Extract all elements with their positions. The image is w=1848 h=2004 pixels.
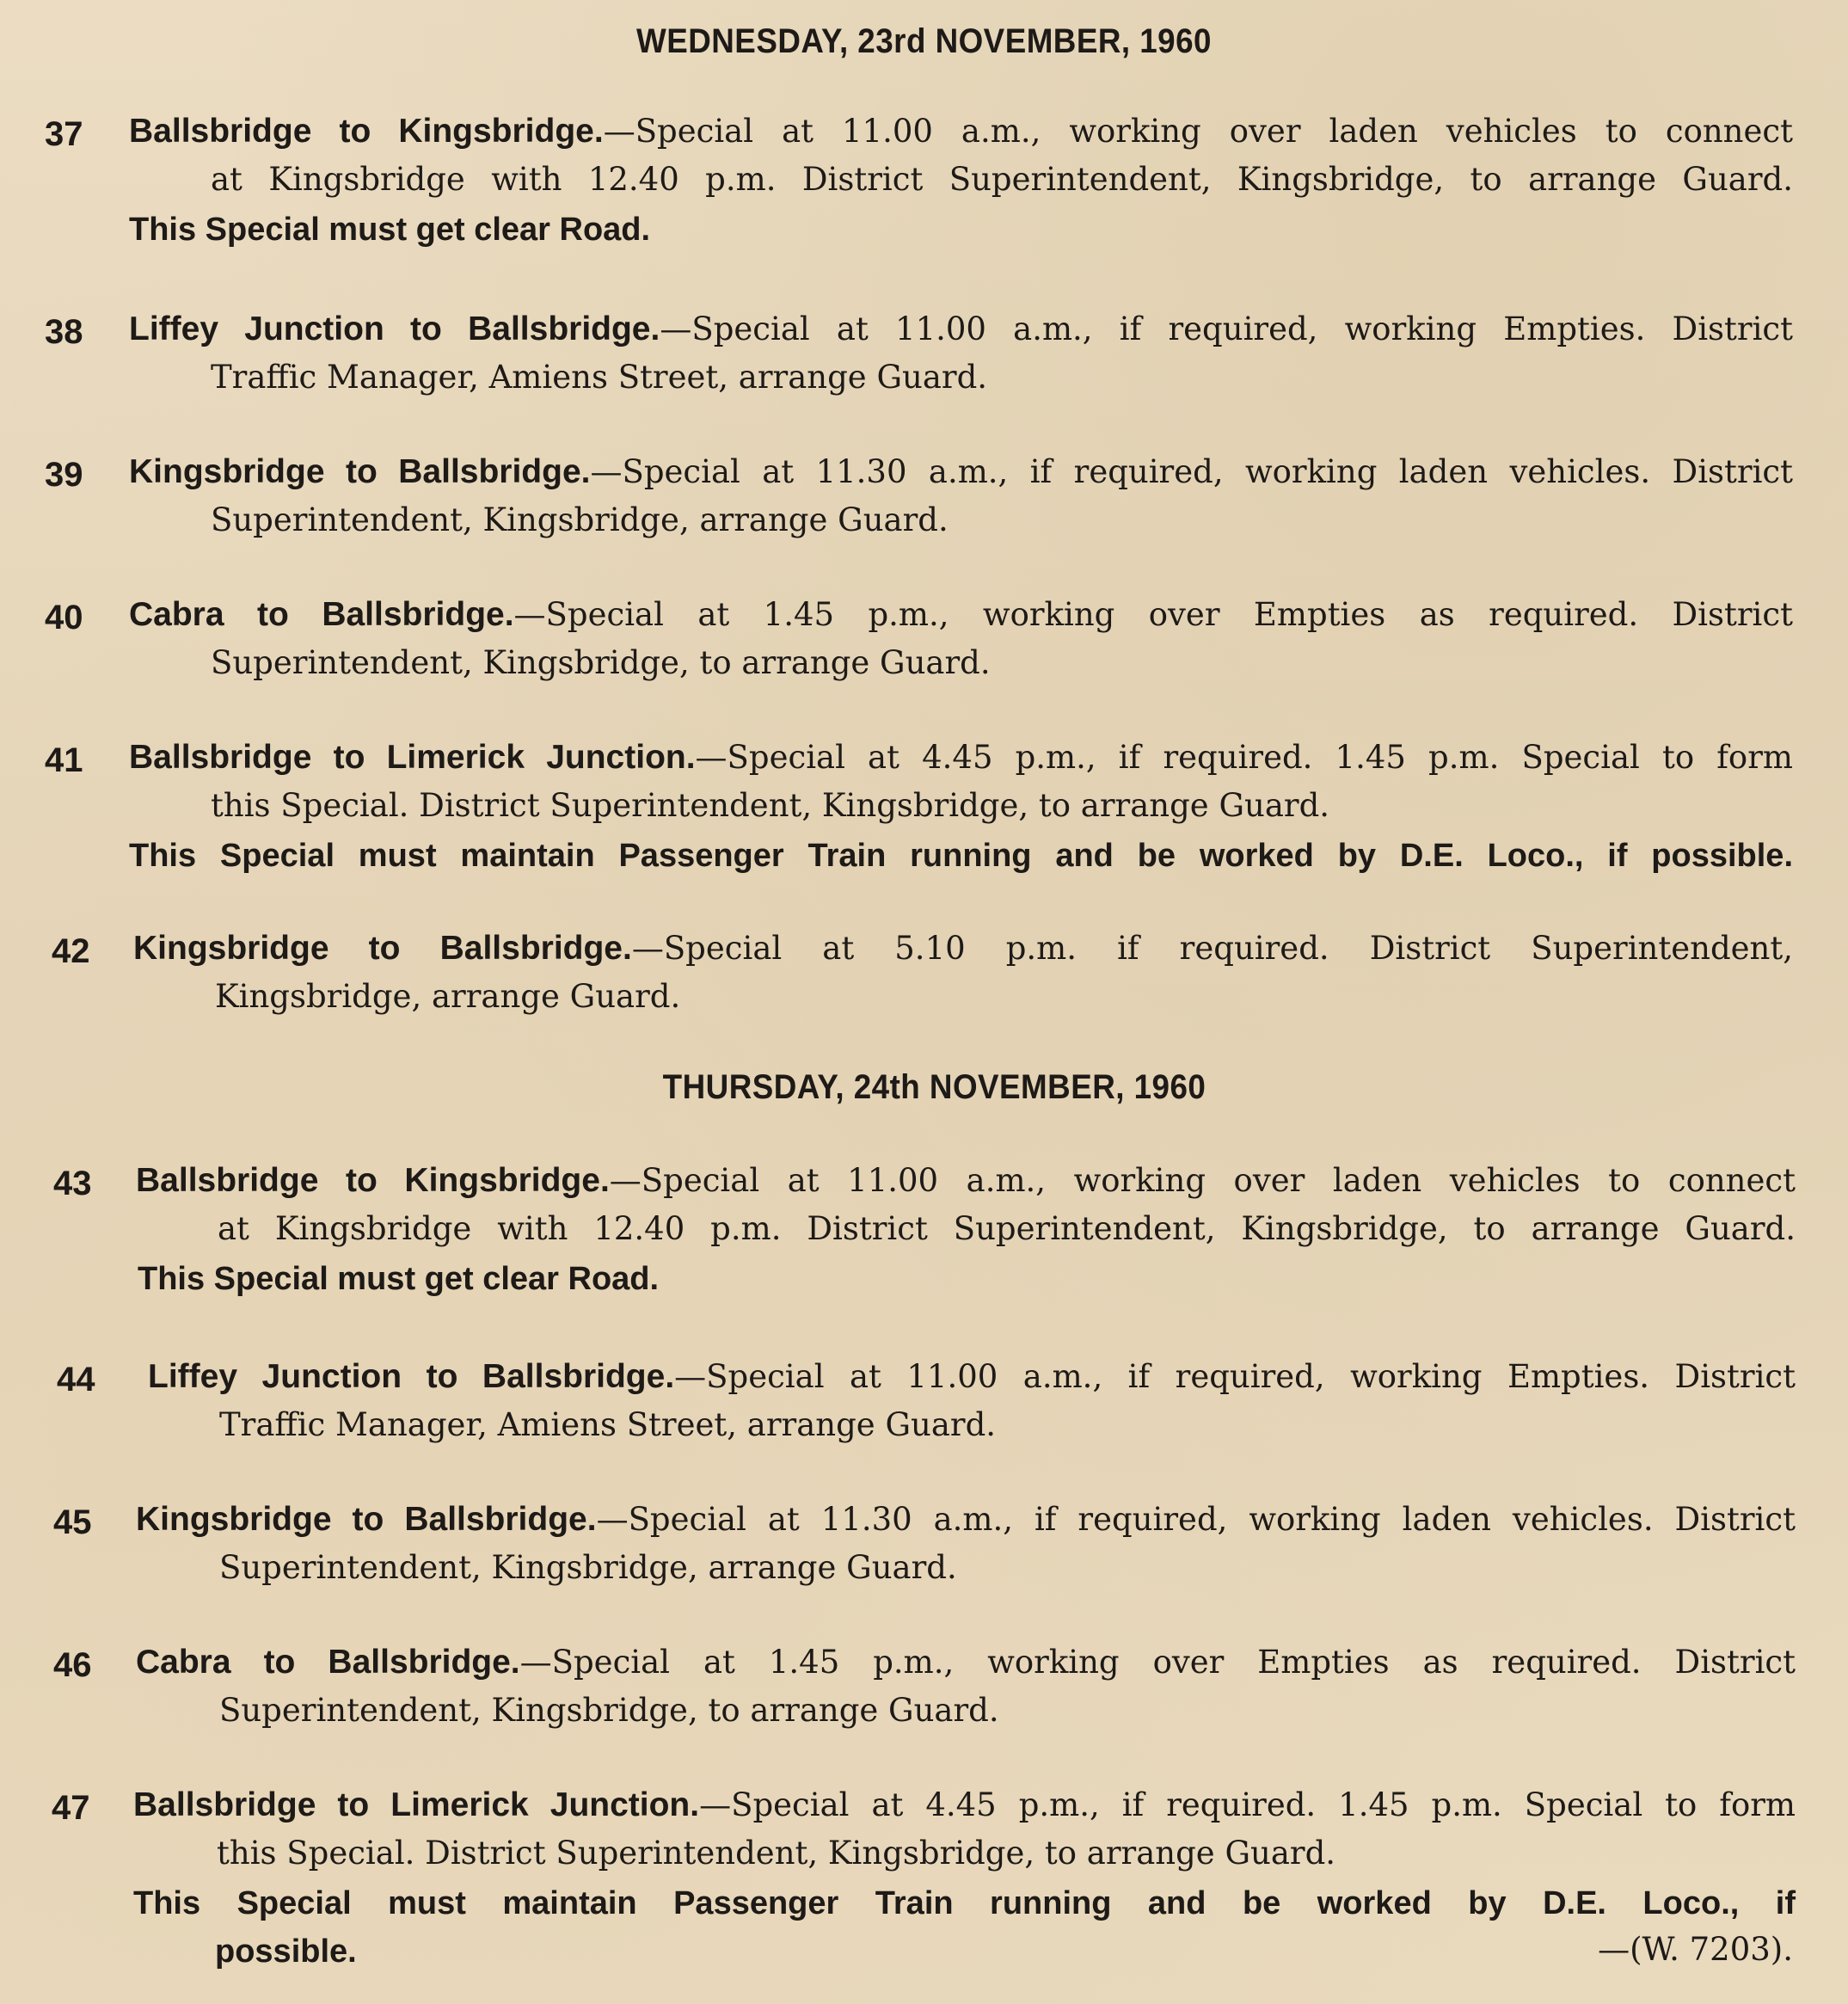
route-title: Ballsbridge to Limerick Junction. (129, 739, 696, 776)
entry-text: —Special at 4.45 p.m., if required. 1.45 p.m. Special to form (695, 739, 1793, 776)
entry-line-2: Superintendent, Kingsbridge, to arrange Guard. (219, 1692, 999, 1729)
entry-line-2: Traffic Manager, Amiens Street, arrange Guard. (211, 359, 988, 396)
entry-line-2: at Kingsbridge with 12.40 p.m. District Superintendent, Kingsbridge, to arrange Guard. (211, 161, 1793, 198)
entry-text: —Special at 11.00 a.m., if required, working Empties. District (660, 310, 1794, 347)
entry-number: 37 (45, 115, 83, 153)
entry-line-2: Superintendent, Kingsbridge, arrange Guard. (211, 501, 949, 538)
route-title: Ballsbridge to Limerick Junction. (133, 1786, 700, 1823)
entry-line-2: this Special. District Superintendent, Kingsbridge, to arrange Guard. (211, 787, 1330, 824)
entry-number: 43 (53, 1165, 92, 1202)
entry-note: This Special must get clear Road. (129, 212, 651, 248)
entry-number: 42 (52, 932, 90, 970)
entry-note: This Special must maintain Passenger Train running and be worked by D.E. Loco., if (133, 1885, 1796, 1921)
entry-text: —Special at 1.45 p.m., working over Empties as required. District (513, 596, 1793, 633)
route-title: Cabra to Ballsbridge. (129, 596, 514, 633)
entry-line-1 (136, 1643, 1796, 1682)
route-title: Kingsbridge to Ballsbridge. (129, 453, 591, 490)
entry-line-1 (133, 929, 1793, 968)
entry-line-2: Superintendent, Kingsbridge, to arrange Guard. (211, 644, 991, 681)
route-title: Liffey Junction to Ballsbridge. (148, 1358, 675, 1395)
entry-line-2: Superintendent, Kingsbridge, arrange Guard. (219, 1549, 957, 1586)
entry-number: 47 (52, 1789, 90, 1827)
entry-line-1 (129, 738, 1793, 778)
entry-number: 46 (53, 1646, 92, 1684)
entry-line-2: this Special. District Superintendent, Kingsbridge, to arrange Guard. (217, 1835, 1336, 1872)
entry-number: 38 (45, 313, 83, 351)
entry-text: —Special at 4.45 p.m., if required. 1.45 p.m. Special to form (699, 1786, 1796, 1823)
entry-line-1 (133, 1786, 1796, 1825)
day-heading-wednesday: WEDNESDAY, 23rd NOVEMBER, 1960 (636, 22, 1212, 60)
entry-text: —Special at 11.00 a.m., if required, working Empties. District (674, 1358, 1796, 1395)
day-heading-thursday: THURSDAY, 24th NOVEMBER, 1960 (662, 1068, 1206, 1106)
entry-line-2: Traffic Manager, Amiens Street, arrange Guard. (219, 1406, 997, 1443)
entry-line-2: Kingsbridge, arrange Guard. (215, 978, 681, 1015)
entry-number: 41 (45, 741, 83, 779)
entry-line-1 (136, 1161, 1796, 1201)
route-title: Kingsbridge to Ballsbridge. (136, 1501, 597, 1538)
route-title: Ballsbridge to Kingsbridge. (136, 1162, 610, 1199)
entry-note: This Special must maintain Passenger Train running and be worked by D.E. Loco., if possible. (129, 838, 1793, 874)
route-title: Kingsbridge to Ballsbridge. (133, 930, 632, 967)
entry-text: —Special at 11.30 a.m., if required, working laden vehicles. District (596, 1501, 1796, 1538)
entry-number: 39 (45, 456, 83, 494)
entry-number: 44 (57, 1361, 95, 1398)
entry-line-2: at Kingsbridge with 12.40 p.m. District Superintendent, Kingsbridge, to arrange Guard. (218, 1210, 1796, 1247)
entry-text: —Special at 11.30 a.m., if required, working laden vehicles. District (590, 453, 1793, 490)
entry-number: 40 (45, 599, 83, 636)
route-title: Cabra to Ballsbridge. (136, 1644, 520, 1681)
entry-line-1 (129, 112, 1793, 151)
entry-line-1 (129, 452, 1793, 492)
entry-text: —Special at 1.45 p.m., working over Empties as required. District (519, 1644, 1796, 1681)
route-title: Liffey Junction to Ballsbridge. (129, 310, 660, 347)
entry-line-1 (129, 595, 1793, 635)
entry-text: —Special at 11.00 a.m., working over laden vehicles to connect (603, 113, 1793, 150)
entry-text: —Special at 5.10 p.m. if required. District Superintendent, (631, 930, 1793, 967)
entry-note-continuation: possible. (215, 1933, 357, 1970)
entry-text: —Special at 11.00 a.m., working over laden vehicles to connect (609, 1162, 1796, 1199)
entry-number: 45 (53, 1503, 92, 1541)
entry-line-1 (129, 310, 1793, 349)
entry-note: This Special must get clear Road. (138, 1261, 660, 1297)
entry-line-1 (148, 1357, 1796, 1397)
reference-number: —(W. 7203). (1598, 1931, 1793, 1968)
route-title: Ballsbridge to Kingsbridge. (129, 113, 604, 150)
entry-line-1 (136, 1500, 1796, 1540)
